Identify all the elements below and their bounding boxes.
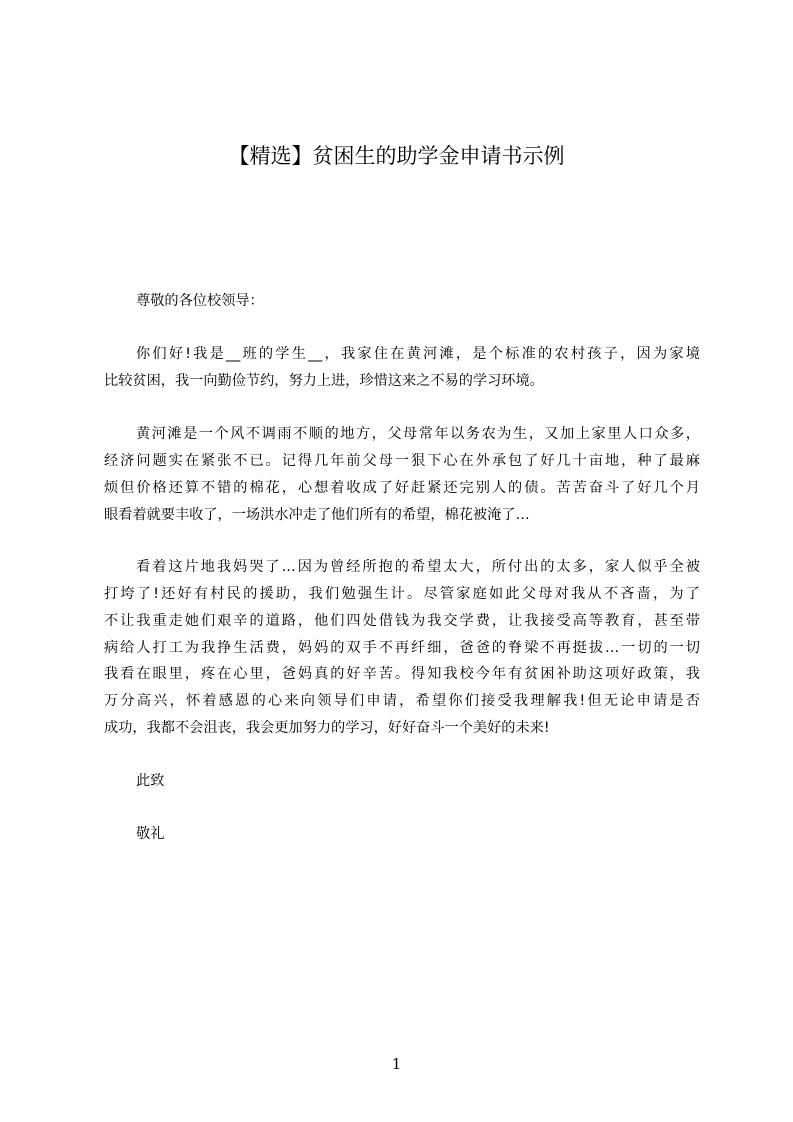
paragraph-2-line-3: 烦但价格还算不错的棉花，心想着收成了好赶紧还完别人的债。苦苦奋斗了好几个月	[104, 480, 700, 496]
paragraph-3-line-1: 看着这片地我妈哭了…因为曾经所抱的希望太大，所付出的太多，家人似乎全被	[136, 559, 700, 575]
paragraph-2-line-2: 经济问题实在紧张不已。记得几年前父母一狠下心在外承包了好几十亩地，种了最麻	[104, 453, 700, 469]
paragraph-3-line-5: 我看在眼里，疼在心里，爸妈真的好辛苦。得知我校今年有贫困补助这项好政策，我	[104, 666, 700, 682]
paragraph-3-line-2: 打垮了!还好有村民的援助，我们勉强生计。尽管家庭如此父母对我从不吝啬，为了	[104, 586, 700, 602]
closing-ci-zhi: 此致	[136, 773, 165, 789]
salutation: 尊敬的各位校领导：	[136, 293, 264, 309]
paragraph-2-line-4: 眼看着就要丰收了，一场洪水冲走了他们所有的希望，棉花被淹了…	[104, 507, 530, 523]
paragraph-1-line-2: 比较贫困，我一向勤俭节约，努力上进，珍惜这来之不易的学习环境。	[104, 373, 544, 389]
closing-jing-li: 敬礼	[136, 826, 165, 842]
document-title: 【精选】贫困生的助学金申请书示例	[228, 144, 565, 168]
paragraph-1-line-1: 你们好!我是__班的学生__，我家住在黄河滩，是个标准的农村孩子，因为家境	[136, 346, 700, 362]
paragraph-2-line-1: 黄河滩是一个风不调雨不顺的地方，父母常年以务农为生，又加上家里人口众多，	[136, 426, 700, 442]
paragraph-3-line-7: 成功，我都不会沮丧，我会更加努力的学习，好好奋斗一个美好的未来!	[104, 720, 550, 736]
paragraph-3-line-6: 万分高兴，怀着感恩的心来向领导们申请，希望你们接受我理解我!但无论申请是否	[104, 693, 700, 709]
paragraph-3-line-3: 不让我重走她们艰辛的道路，他们四处借钱为我交学费，让我接受高等教育，甚至带	[104, 613, 700, 629]
paragraph-3-line-4: 病给人打工为我挣生活费，妈妈的双手不再纤细，爸爸的脊梁不再挺拔…一切的一切	[104, 640, 700, 656]
page-number: 1	[391, 1055, 402, 1073]
